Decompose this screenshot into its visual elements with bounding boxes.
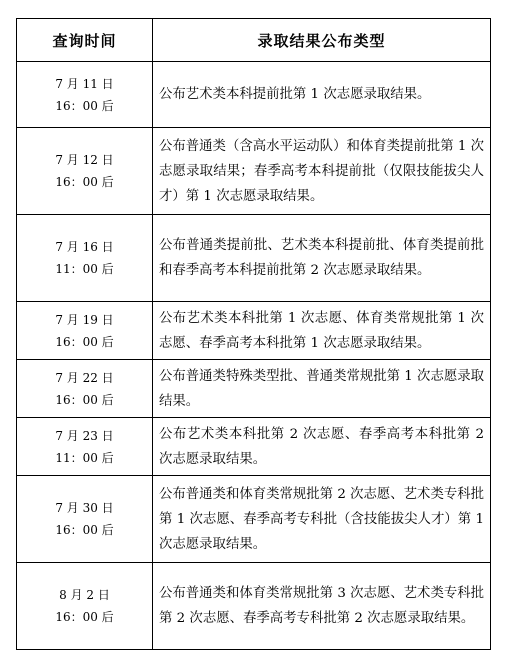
description-cell: 公布艺术类本科批第 1 次志愿、体育类常规批第 1 次志愿、春季高考本科批第 1 次志愿录取结果。 (153, 302, 491, 360)
hour-text: 11：00 后 (55, 262, 114, 276)
table-row (17, 476, 491, 563)
date-text: 7 月 22 日 (55, 370, 114, 385)
time-cell (17, 418, 153, 476)
time-cell (17, 62, 153, 128)
table-row (17, 215, 491, 302)
time-cell (17, 476, 153, 563)
description-cell: 公布艺术类本科批第 2 次志愿、春季高考本科批第 2 次志愿录取结果。 (153, 418, 491, 476)
date-text: 7 月 11 日 (55, 76, 114, 91)
table-row (17, 302, 491, 360)
date-text: 7 月 23 日 (55, 428, 114, 443)
date-text: 7 月 16 日 (55, 240, 114, 254)
time-cell (17, 128, 153, 215)
hour-text: 16：00 后 (55, 98, 114, 113)
description-cell: 公布艺术类本科提前批第 1 次志愿录取结果。 (153, 62, 491, 128)
date-text: 7 月 30 日 (55, 501, 114, 515)
hour-text: 16：00 后 (55, 610, 114, 624)
hour-text: 16：00 后 (55, 334, 114, 349)
description-cell: 公布普通类和体育类常规批第 3 次志愿、艺术类专科批第 2 次志愿、春季高考专科批第 2 次志愿录取结果。 (153, 563, 491, 650)
hour-text: 11：00 后 (55, 450, 114, 465)
time-cell (17, 563, 153, 650)
description-cell: 公布普通类和体育类常规批第 2 次志愿、艺术类专科批第 1 次志愿、春季高考专科批（含技能拔尖人才）第 1 次志愿录取结果。 (153, 476, 491, 563)
date-text: 8 月 2 日 (59, 588, 110, 602)
time-cell (17, 360, 153, 418)
date-text: 7 月 19 日 (55, 312, 114, 327)
hour-text: 16：00 后 (55, 392, 114, 407)
time-cell (17, 215, 153, 302)
table-row (17, 360, 491, 418)
table-row (17, 128, 491, 215)
description-cell: 公布普通类特殊类型批、普通类常规批第 1 次志愿录取结果。 (153, 360, 491, 418)
table-header-row (17, 19, 491, 62)
hour-text: 16：00 后 (55, 175, 114, 189)
table-row (17, 418, 491, 476)
description-cell: 公布普通类提前批、艺术类本科提前批、体育类提前批和春季高考本科提前批第 2 次志愿录取结果。 (153, 215, 491, 302)
time-cell (17, 302, 153, 360)
hour-text: 16：00 后 (55, 523, 114, 537)
schedule-table-wrapper (16, 18, 491, 650)
admission-schedule-table (16, 18, 491, 650)
header-query-time: 查询时间 (17, 19, 153, 62)
date-text: 7 月 12 日 (55, 153, 114, 167)
description-cell: 公布普通类（含高水平运动队）和体育类提前批第 1 次志愿录取结果；春季高考本科提前批（仅限技能拔尖人才）第 1 次志愿录取结果。 (153, 128, 491, 215)
table-row (17, 62, 491, 128)
table-row (17, 563, 491, 650)
header-result-type: 录取结果公布类型 (153, 19, 491, 62)
